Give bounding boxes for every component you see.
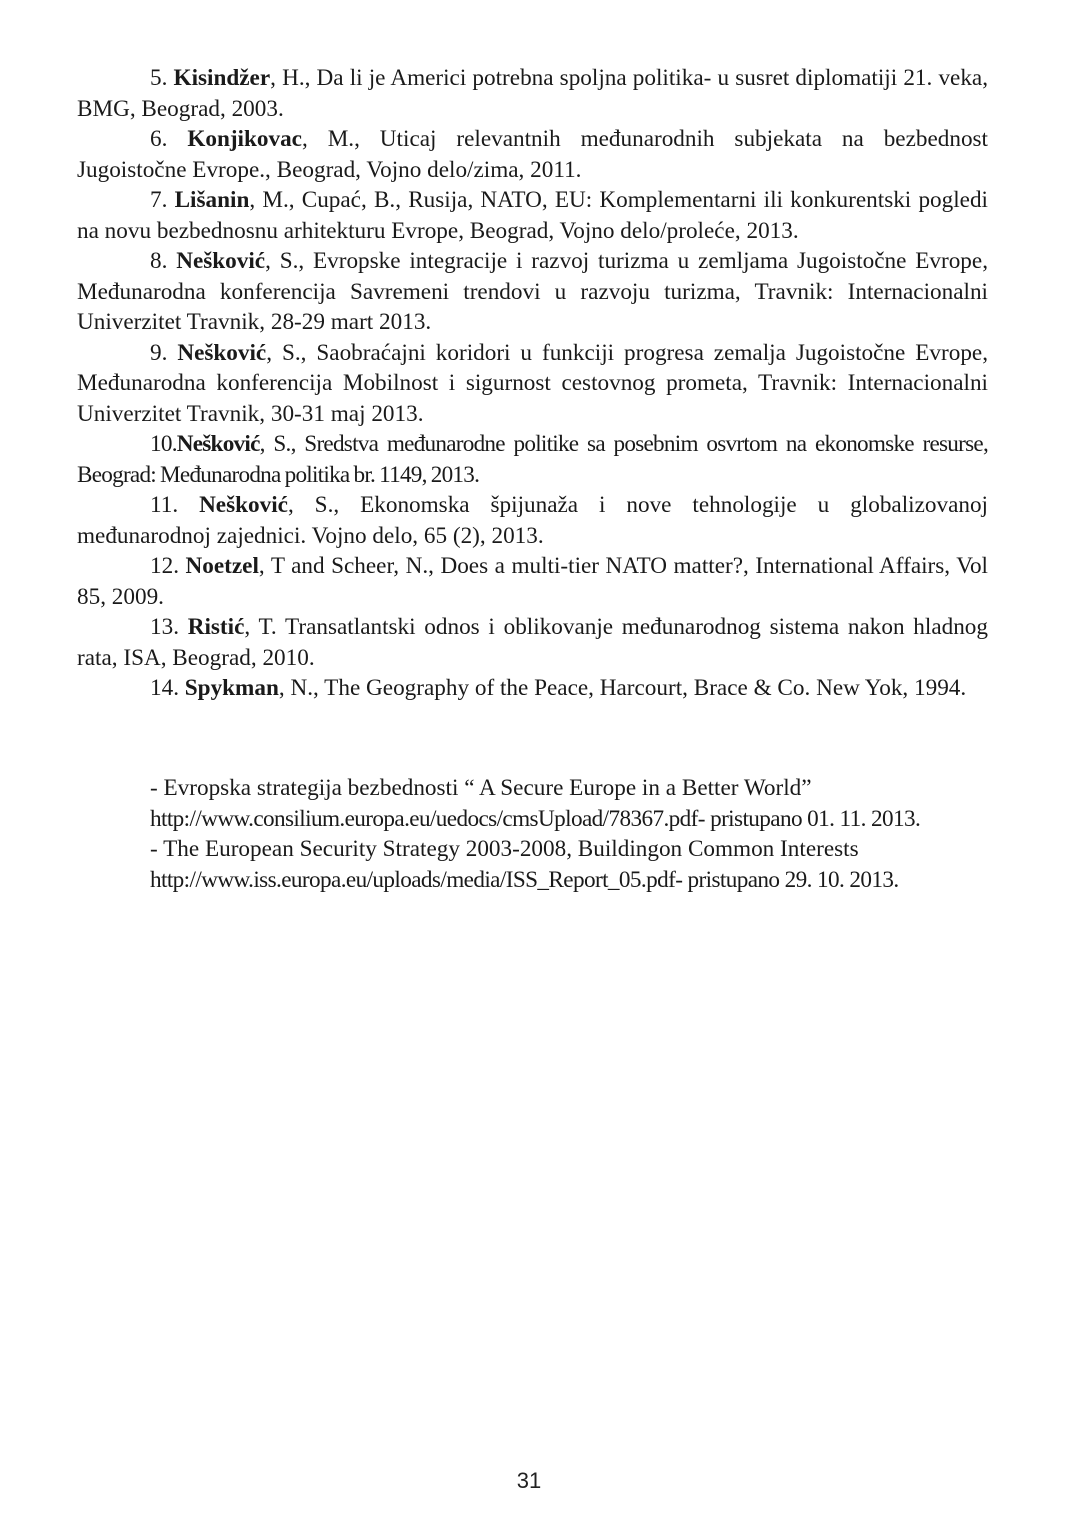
reference-details: , M., Cupać, B., Rusija, NATO, EU: Komplementarni ili konkurentski pogledi na novu bezbednosnu arhitekturu Evrope, Beograd, Vojno delo/proleće, 2013. — [77, 187, 988, 244]
reference-item — [77, 63, 988, 124]
reference-item — [77, 551, 988, 612]
reference-details: , S., Evropske integracije i razvoj turizma u zemljama Jugoistočne Evrope, Međunarodna konferencija Savremeni trendovi u razvoju turizma, Travnik: Internacionalni Univerzitet Travnik, 28-29 mart 2013. — [77, 248, 988, 335]
reference-item — [77, 673, 988, 704]
reference-item — [77, 246, 988, 338]
web-source-link[interactable]: http://www.consilium.europa.eu/uedocs/cmsUpload/78367.pdf- pristupano 01. 11. 2013. — [150, 805, 921, 832]
reference-details: , S., Ekonomska špijunaža i nove tehnologije u globalizovanoj međunarodnoj zajednici. Vojno delo, 65 (2), 2013. — [77, 492, 988, 549]
reference-author: Nešković — [176, 431, 260, 457]
reference-author: Ristić — [187, 614, 245, 640]
reference-item — [77, 490, 988, 551]
reference-details: , H., Da li je Americi potrebna spoljna politika- u susret diplomatiji 21. veka, BMG, Beograd, 2003. — [77, 65, 989, 122]
reference-author: Nešković — [177, 339, 267, 366]
reference-number: 8. — [150, 248, 168, 274]
reference-details: , T. Transatlantski odnos i oblikovanje međunarodnog sistema nakon hladnog rata, ISA, Beograd, 2010. — [77, 614, 988, 671]
web-sources — [150, 773, 1050, 895]
reference-number: 7. — [150, 187, 168, 213]
web-source-title: - The European Security Strategy 2003-2008, Buildingon Common Interests — [150, 836, 859, 862]
reference-item — [77, 185, 988, 246]
reference-number: 13. — [150, 614, 179, 640]
reference-author: Nešković — [199, 492, 288, 518]
reference-item — [77, 124, 988, 185]
reference-number: 6. — [150, 126, 168, 152]
reference-number: 5. — [150, 65, 168, 91]
reference-author: Konjikovac — [187, 126, 302, 152]
reference-item — [77, 612, 988, 673]
reference-author: Kisindžer — [173, 65, 271, 91]
reference-number: 10. — [150, 431, 177, 457]
web-source-link[interactable]: http://www.iss.europa.eu/uploads/media/ISS_Report_05.pdf- pristupano 29. 10. 2013. — [150, 866, 899, 893]
reference-author: Nešković — [176, 248, 266, 274]
reference-details: , N., The Geography of the Peace, Harcourt, Brace & Co. New Yok, 1994. — [278, 675, 967, 701]
reference-author: Lišanin — [174, 187, 250, 213]
reference-number: 9. — [150, 339, 168, 366]
reference-details: , M., Uticaj relevantnih međunarodnih subjekata na bezbednost Jugoistočne Evrope., Beograd, Vojno delo/zima, 2011. — [77, 126, 989, 183]
reference-details: , S., Sredstva međunarodne politike sa posebnim osvrtom na ekonomske resurse, Beograd: Međunarodna politika br. 1149, 2013. — [77, 431, 988, 488]
reference-author: Noetzel — [185, 553, 259, 579]
reference-item — [77, 429, 988, 490]
web-source-title: - Evropska strategija bezbednosti “ A Secure Europe in a Better World” — [150, 775, 812, 801]
reference-number: 11. — [150, 492, 179, 518]
reference-details: , T and Scheer, N., Does a multi-tier NATO matter?, International Affairs, Vol 85, 2009. — [77, 553, 988, 610]
reference-number: 14. — [150, 675, 179, 701]
reference-author: Spykman — [184, 675, 279, 701]
reference-number: 12. — [150, 553, 179, 579]
reference-item — [77, 338, 988, 430]
reference-details: , S., Saobraćajni koridori u funkciji progresa zemalja Jugoistočne Evrope, Međunarodna konferencija Mobilnost i sigurnost cestovnog prometa, Travnik: Internacionalni Univerzitet Travnik, 30-31 maj 2013. — [77, 339, 989, 427]
page-number: 31 — [516, 1468, 542, 1493]
reference-list — [77, 63, 988, 704]
